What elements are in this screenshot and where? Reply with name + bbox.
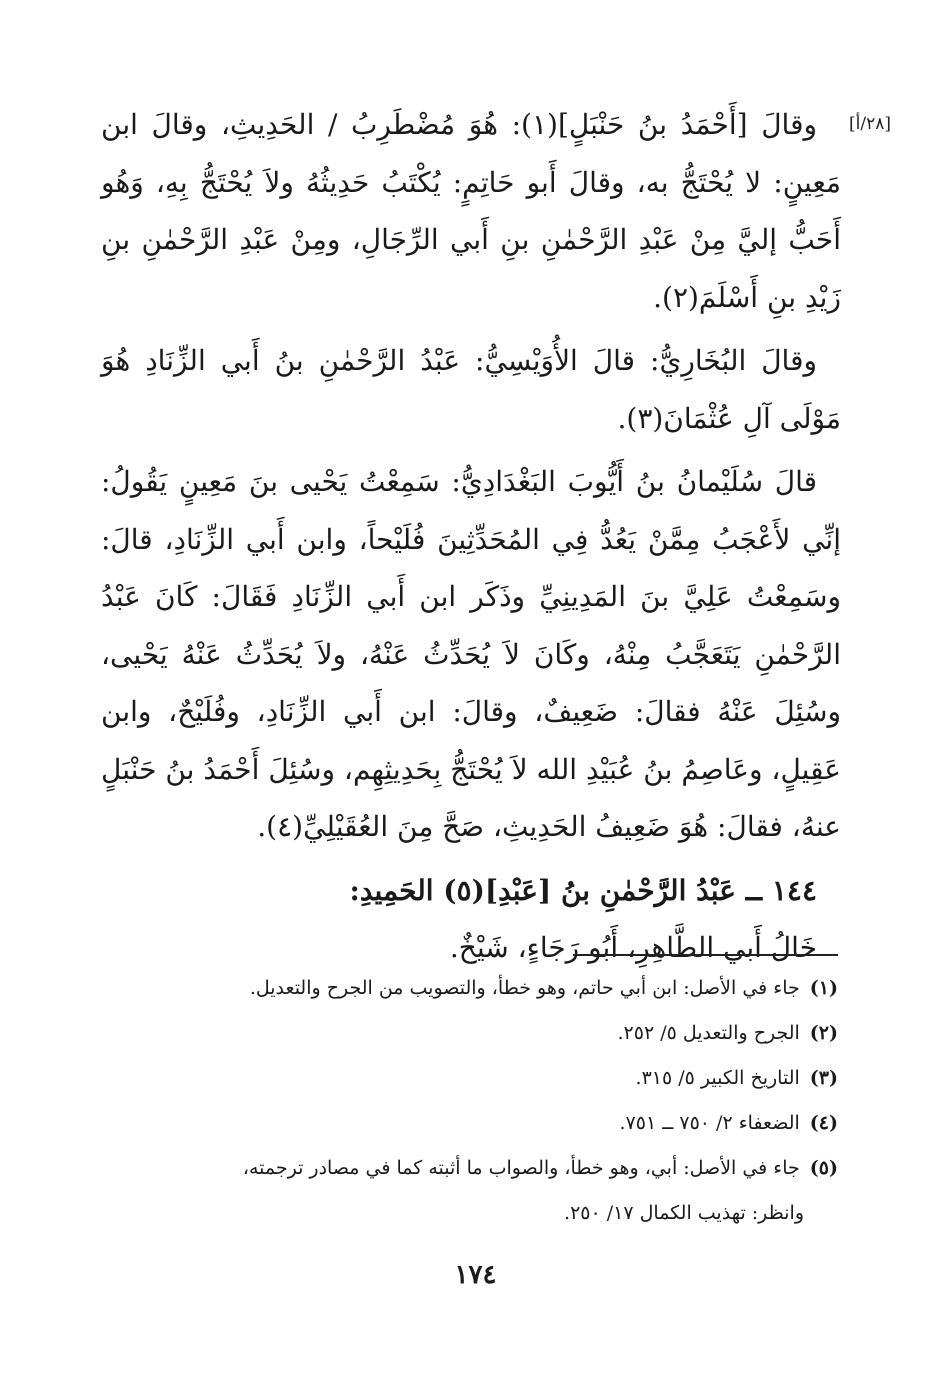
footnote <box>138 966 838 1011</box>
footnote <box>138 1011 838 1056</box>
footnote-number: (٥) <box>809 1157 838 1179</box>
footnote-continuation: وانظر: تهذيب الكمال ١٧/ ٢٥٠. <box>564 1202 804 1224</box>
footnote-number: (١) <box>809 977 838 999</box>
entry-description: خَالُ أَبي الطَّاهِرِ، أَبُو رَجَاءٍ، شَيْخٌ. <box>449 931 817 964</box>
footnote <box>138 1101 838 1146</box>
main-text <box>101 96 841 977</box>
page-number: ١٧٤ <box>454 1260 497 1290</box>
paragraph: وقالَ [أَحْمَدُ بنُ حَنْبَلٍ](١): هُوَ مُضْطَرِبُ / الحَدِيثِ، وقالَ ابن مَعِينٍ: لا يُحْتَجُّ به، وقالَ أَبو حَاتِمٍ: يُكْتَبُ حَدِيثُهُ ولاَ يُحْتَجُّ بِهِ، وَهُو أَحَبُّ إليَّ مِنْ عَبْدِ الرَّحْمٰنِ بنِ أَبي الرِّجَالِ، ومِنْ عَبْدِ الرَّحْمٰنِ بنِ زَيْدِ بنِ أَسْلَمَ(٢). <box>101 108 841 314</box>
footnote-number: (٤) <box>809 1112 838 1134</box>
manuscript-folio-marker: [٢٨/أ] <box>849 114 891 134</box>
footnote-text: الضعفاء ٢/ ٧٥٠ ــ ٧٥١. <box>619 1112 800 1134</box>
entry-heading: ١٤٤ ــ عَبْدُ الرَّحْمٰنِ بنُ [عَبْدِ](٥) الحَمِيدِ: <box>349 873 817 907</box>
footnote-number: (٢) <box>809 1022 838 1044</box>
paragraph: قالَ سُلَيْمانُ بنُ أَيُّوبَ البَغْدَادِيُّ: سَمِعْتُ يَحْيى بنَ مَعِينٍ يَقُولُ: إنِّي لأَعْجَبُ مِمَّنْ يَعُدُّ فِي المُحَدِّثِينَ فُلَيْحاً، وابن أَبي الزِّنَادِ، قالَ: وسَمِعْتُ عَلِيَّ بنَ المَدِينِيِّ وذَكَر ابن أَبي الزِّنَادِ فَقَالَ: كَانَ عَبْدُ الرَّحْمٰنِ يَتَعَجَّبُ مِنْهُ، وكَانَ لاَ يُحَدِّثُ عَنْهُ، ولاَ يُحَدِّثُ عَنْهُ يَحْيى، وسُئِلَ عَنْهُ فقالَ: ضَعِيفٌ، وقالَ: ابن أَبي الزِّنَادِ، وفُلَيْحٌ، وابن عَقِيلٍ، وعَاصِمُ بنُ عُبَيْدِ الله لاَ يُحْتَجُّ بِحَدِيثِهِم، وسُئِلَ أَحْمَدُ بنُ حَنْبَلٍ عنهُ، فقالَ: هُوَ ضَعِيفُ الحَدِيثِ، صَحَّ مِنَ العُقَيْلِيِّ(٤). <box>101 465 841 843</box>
footnote-text: الجرح والتعديل ٥/ ٢٥٢. <box>617 1022 800 1044</box>
footnote-number: (٣) <box>809 1067 838 1089</box>
footnote <box>138 1146 838 1191</box>
footnote <box>138 1056 838 1101</box>
footnote-text: التاريخ الكبير ٥/ ٣١٥. <box>635 1067 800 1089</box>
footnotes <box>138 966 838 1236</box>
footnote-divider <box>573 954 838 956</box>
paragraph: وقالَ البُخَارِيُّ: قالَ الأُوَيْسِيُّ: عَبْدُ الرَّحْمٰنِ بنُ أَبي الزِّنَادِ هُوَ مَوْلَى آلِ عُثْمَانَ(٣). <box>101 344 841 435</box>
footnote-text: جاء في الأصل: ابن أبي حاتم، وهو خطأ، والتصويب من الجرح والتعديل. <box>249 977 800 999</box>
footnote-text: جاء في الأصل: أبي، وهو خطأ، والصواب ما أثبته كما في مصادر ترجمته، <box>242 1157 800 1179</box>
